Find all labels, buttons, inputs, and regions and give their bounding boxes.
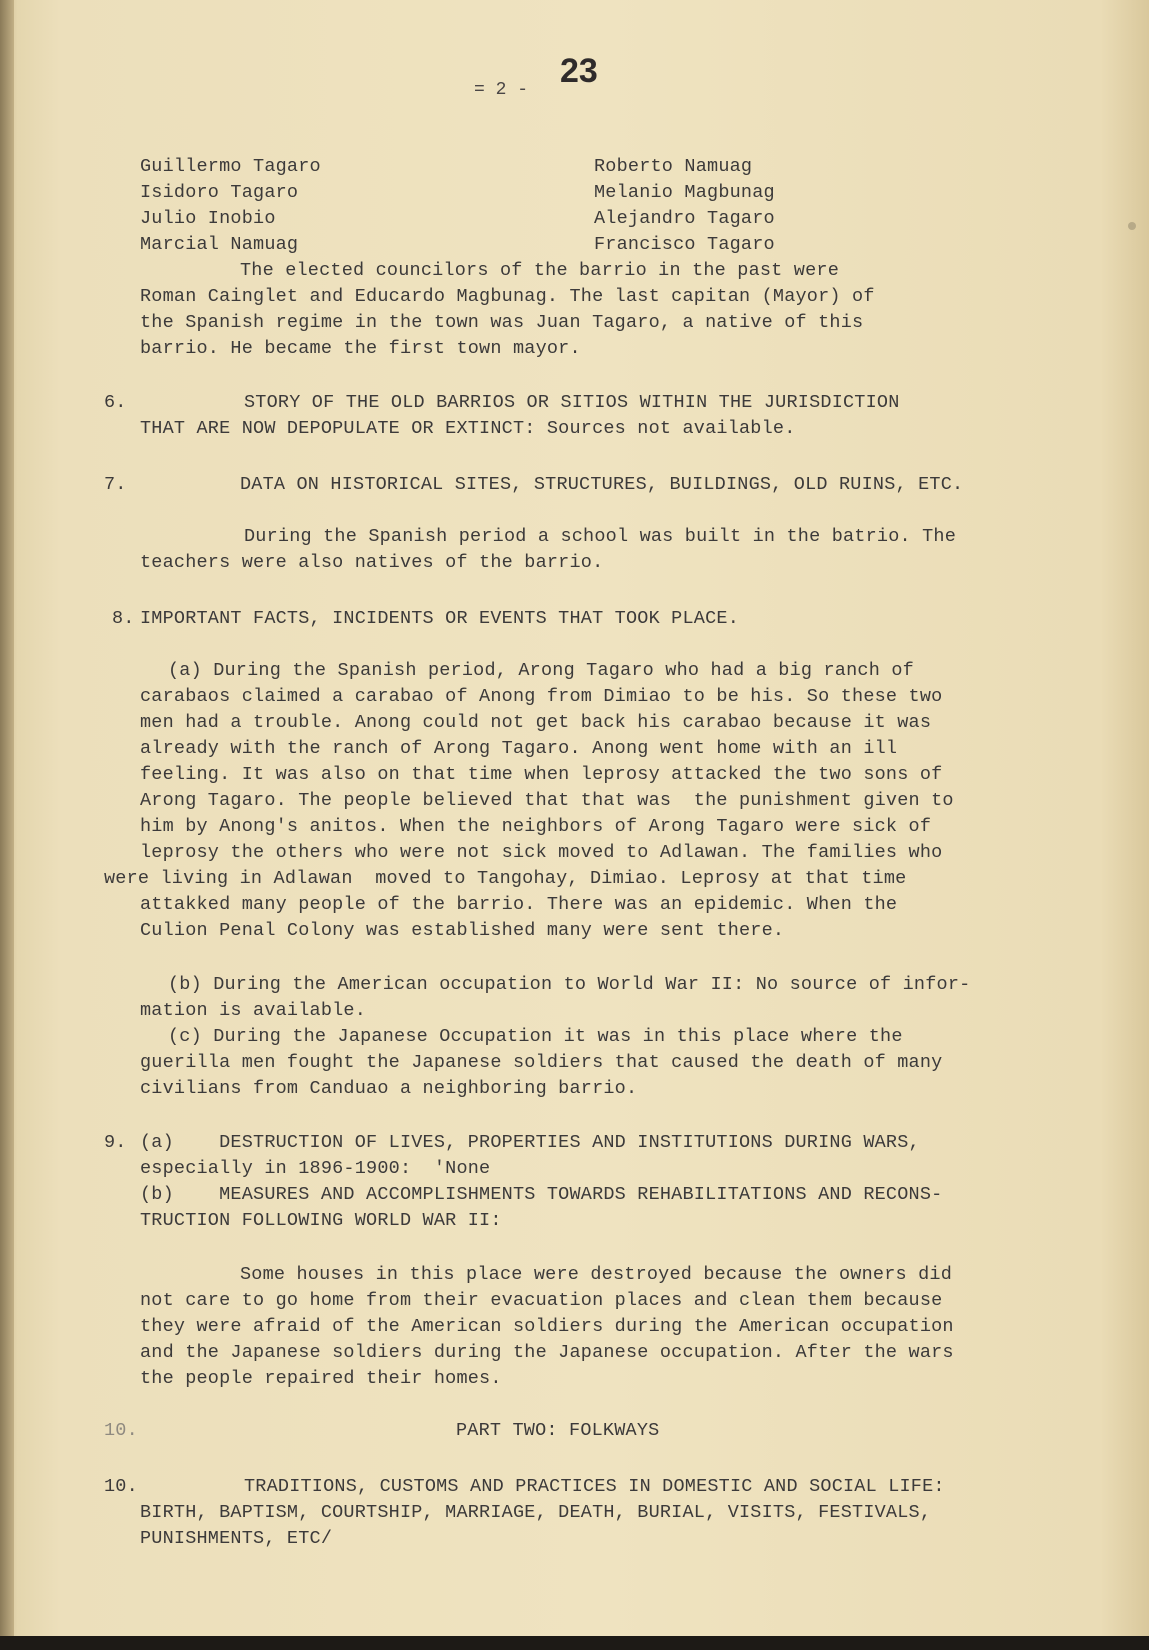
paragraph-line: men had a trouble. Anong could not get back his carabao because it was bbox=[140, 712, 932, 733]
section-heading: (a) DESTRUCTION OF LIVES, PROPERTIES AND INSTITUTIONS DURING WARS, bbox=[140, 1132, 920, 1153]
official-left: Isidoro Tagaro bbox=[140, 182, 299, 203]
section-number: 8. bbox=[112, 608, 135, 629]
section-heading: TRADITIONS, CUSTOMS AND PRACTICES IN DOMESTIC AND SOCIAL LIFE: bbox=[244, 1476, 945, 1497]
paragraph-line: the Spanish regime in the town was Juan Tagaro, a native of this bbox=[140, 312, 864, 333]
paragraph-line: Roman Cainglet and Educardo Magbunag. The last capitan (Mayor) of bbox=[140, 286, 875, 307]
paragraph-line: mation is available. bbox=[140, 1000, 367, 1021]
paragraph-line: not care to go home from their evacuation places and clean them because bbox=[140, 1290, 943, 1311]
section-number: 10. bbox=[104, 1476, 138, 1497]
official-left: Marcial Namuag bbox=[140, 234, 299, 255]
paragraph-line: feeling. It was also on that time when leprosy attacked the two sons of bbox=[140, 764, 943, 785]
paragraph-line: they were afraid of the American soldiers during the American occupation bbox=[140, 1316, 954, 1337]
page-marker: = 2 - bbox=[474, 80, 529, 100]
section-number: 6. bbox=[104, 392, 127, 413]
paragraph-line: barrio. He became the first town mayor. bbox=[140, 338, 581, 359]
scan-bottom-edge bbox=[0, 1636, 1149, 1650]
paragraph-line: civilians from Canduao a neighboring barrio. bbox=[140, 1078, 638, 1099]
section-heading: IMPORTANT FACTS, INCIDENTS OR EVENTS THAT TOOK PLACE. bbox=[140, 608, 739, 629]
page-number: 23 bbox=[560, 52, 598, 90]
official-right: Alejandro Tagaro bbox=[594, 208, 775, 229]
paragraph-line: During the Spanish period a school was built in the batrio. The bbox=[244, 526, 957, 547]
paragraph-line: guerilla men fought the Japanese soldiers that caused the death of many bbox=[140, 1052, 943, 1073]
section-heading: STORY OF THE OLD BARRIOS OR SITIOS WITHIN THE JURISDICTION bbox=[244, 392, 900, 413]
paragraph-line: already with the ranch of Arong Tagaro. Anong went home with an ill bbox=[140, 738, 898, 759]
section-heading: THAT ARE NOW DEPOPULATE OR EXTINCT: Sources not available. bbox=[140, 418, 796, 439]
paper-speck bbox=[1128, 222, 1136, 230]
official-right: Francisco Tagaro bbox=[594, 234, 775, 255]
paragraph-line: attakked many people of the barrio. There was an epidemic. When the bbox=[140, 894, 898, 915]
official-right: Melanio Magbunag bbox=[594, 182, 775, 203]
paragraph-line: (c) During the Japanese Occupation it was in this place where the bbox=[168, 1026, 903, 1047]
paragraph-line: carabaos claimed a carabao of Anong from Dimiao to be his. So these two bbox=[140, 686, 943, 707]
paragraph-line: The elected councilors of the barrio in the past were bbox=[240, 260, 839, 281]
paragraph-line: (a) During the Spanish period, Arong Tagaro who had a big ranch of bbox=[168, 660, 914, 681]
paragraph-line: Arong Tagaro. The people believed that that was the punishment given to bbox=[140, 790, 954, 811]
binding-edge bbox=[0, 0, 14, 1650]
part-title: PART TWO: FOLKWAYS bbox=[456, 1420, 660, 1441]
official-right: Roberto Namuag bbox=[594, 156, 753, 177]
paragraph-line: leprosy the others who were not sick moved to Adlawan. The families who bbox=[140, 842, 943, 863]
paragraph-line: Some houses in this place were destroyed because the owners did bbox=[240, 1264, 953, 1285]
paragraph-line: him by Anong's anitos. When the neighbors of Arong Tagaro were sick of bbox=[140, 816, 932, 837]
paragraph-line: teachers were also natives of the barrio. bbox=[140, 552, 604, 573]
paragraph-line: and the Japanese soldiers during the Japanese occupation. After the wars bbox=[140, 1342, 954, 1363]
paragraph-line: were living in Adlawan moved to Tangohay, Dimiao. Leprosy at that time bbox=[104, 868, 907, 889]
section-number: 9. bbox=[104, 1132, 127, 1153]
section-number: 7. bbox=[104, 474, 127, 495]
section-number: 10. bbox=[104, 1420, 138, 1441]
section-heading: DATA ON HISTORICAL SITES, STRUCTURES, BUILDINGS, OLD RUINS, ETC. bbox=[240, 474, 964, 495]
paragraph-line: the people repaired their homes. bbox=[140, 1368, 502, 1389]
section-heading: especially in 1896-1900: 'None bbox=[140, 1158, 491, 1179]
paragraph-line: Culion Penal Colony was established many were sent there. bbox=[140, 920, 785, 941]
section-heading: TRUCTION FOLLOWING WORLD WAR II: bbox=[140, 1210, 502, 1231]
official-left: Julio Inobio bbox=[140, 208, 276, 229]
section-heading: PUNISHMENTS, ETC/ bbox=[140, 1528, 333, 1549]
section-heading: BIRTH, BAPTISM, COURTSHIP, MARRIAGE, DEATH, BURIAL, VISITS, FESTIVALS, bbox=[140, 1502, 932, 1523]
paragraph-line: (b) During the American occupation to World War II: No source of infor- bbox=[168, 974, 971, 995]
official-left: Guillermo Tagaro bbox=[140, 156, 321, 177]
section-heading: (b) MEASURES AND ACCOMPLISHMENTS TOWARDS REHABILITATIONS AND RECONS- bbox=[140, 1184, 943, 1205]
